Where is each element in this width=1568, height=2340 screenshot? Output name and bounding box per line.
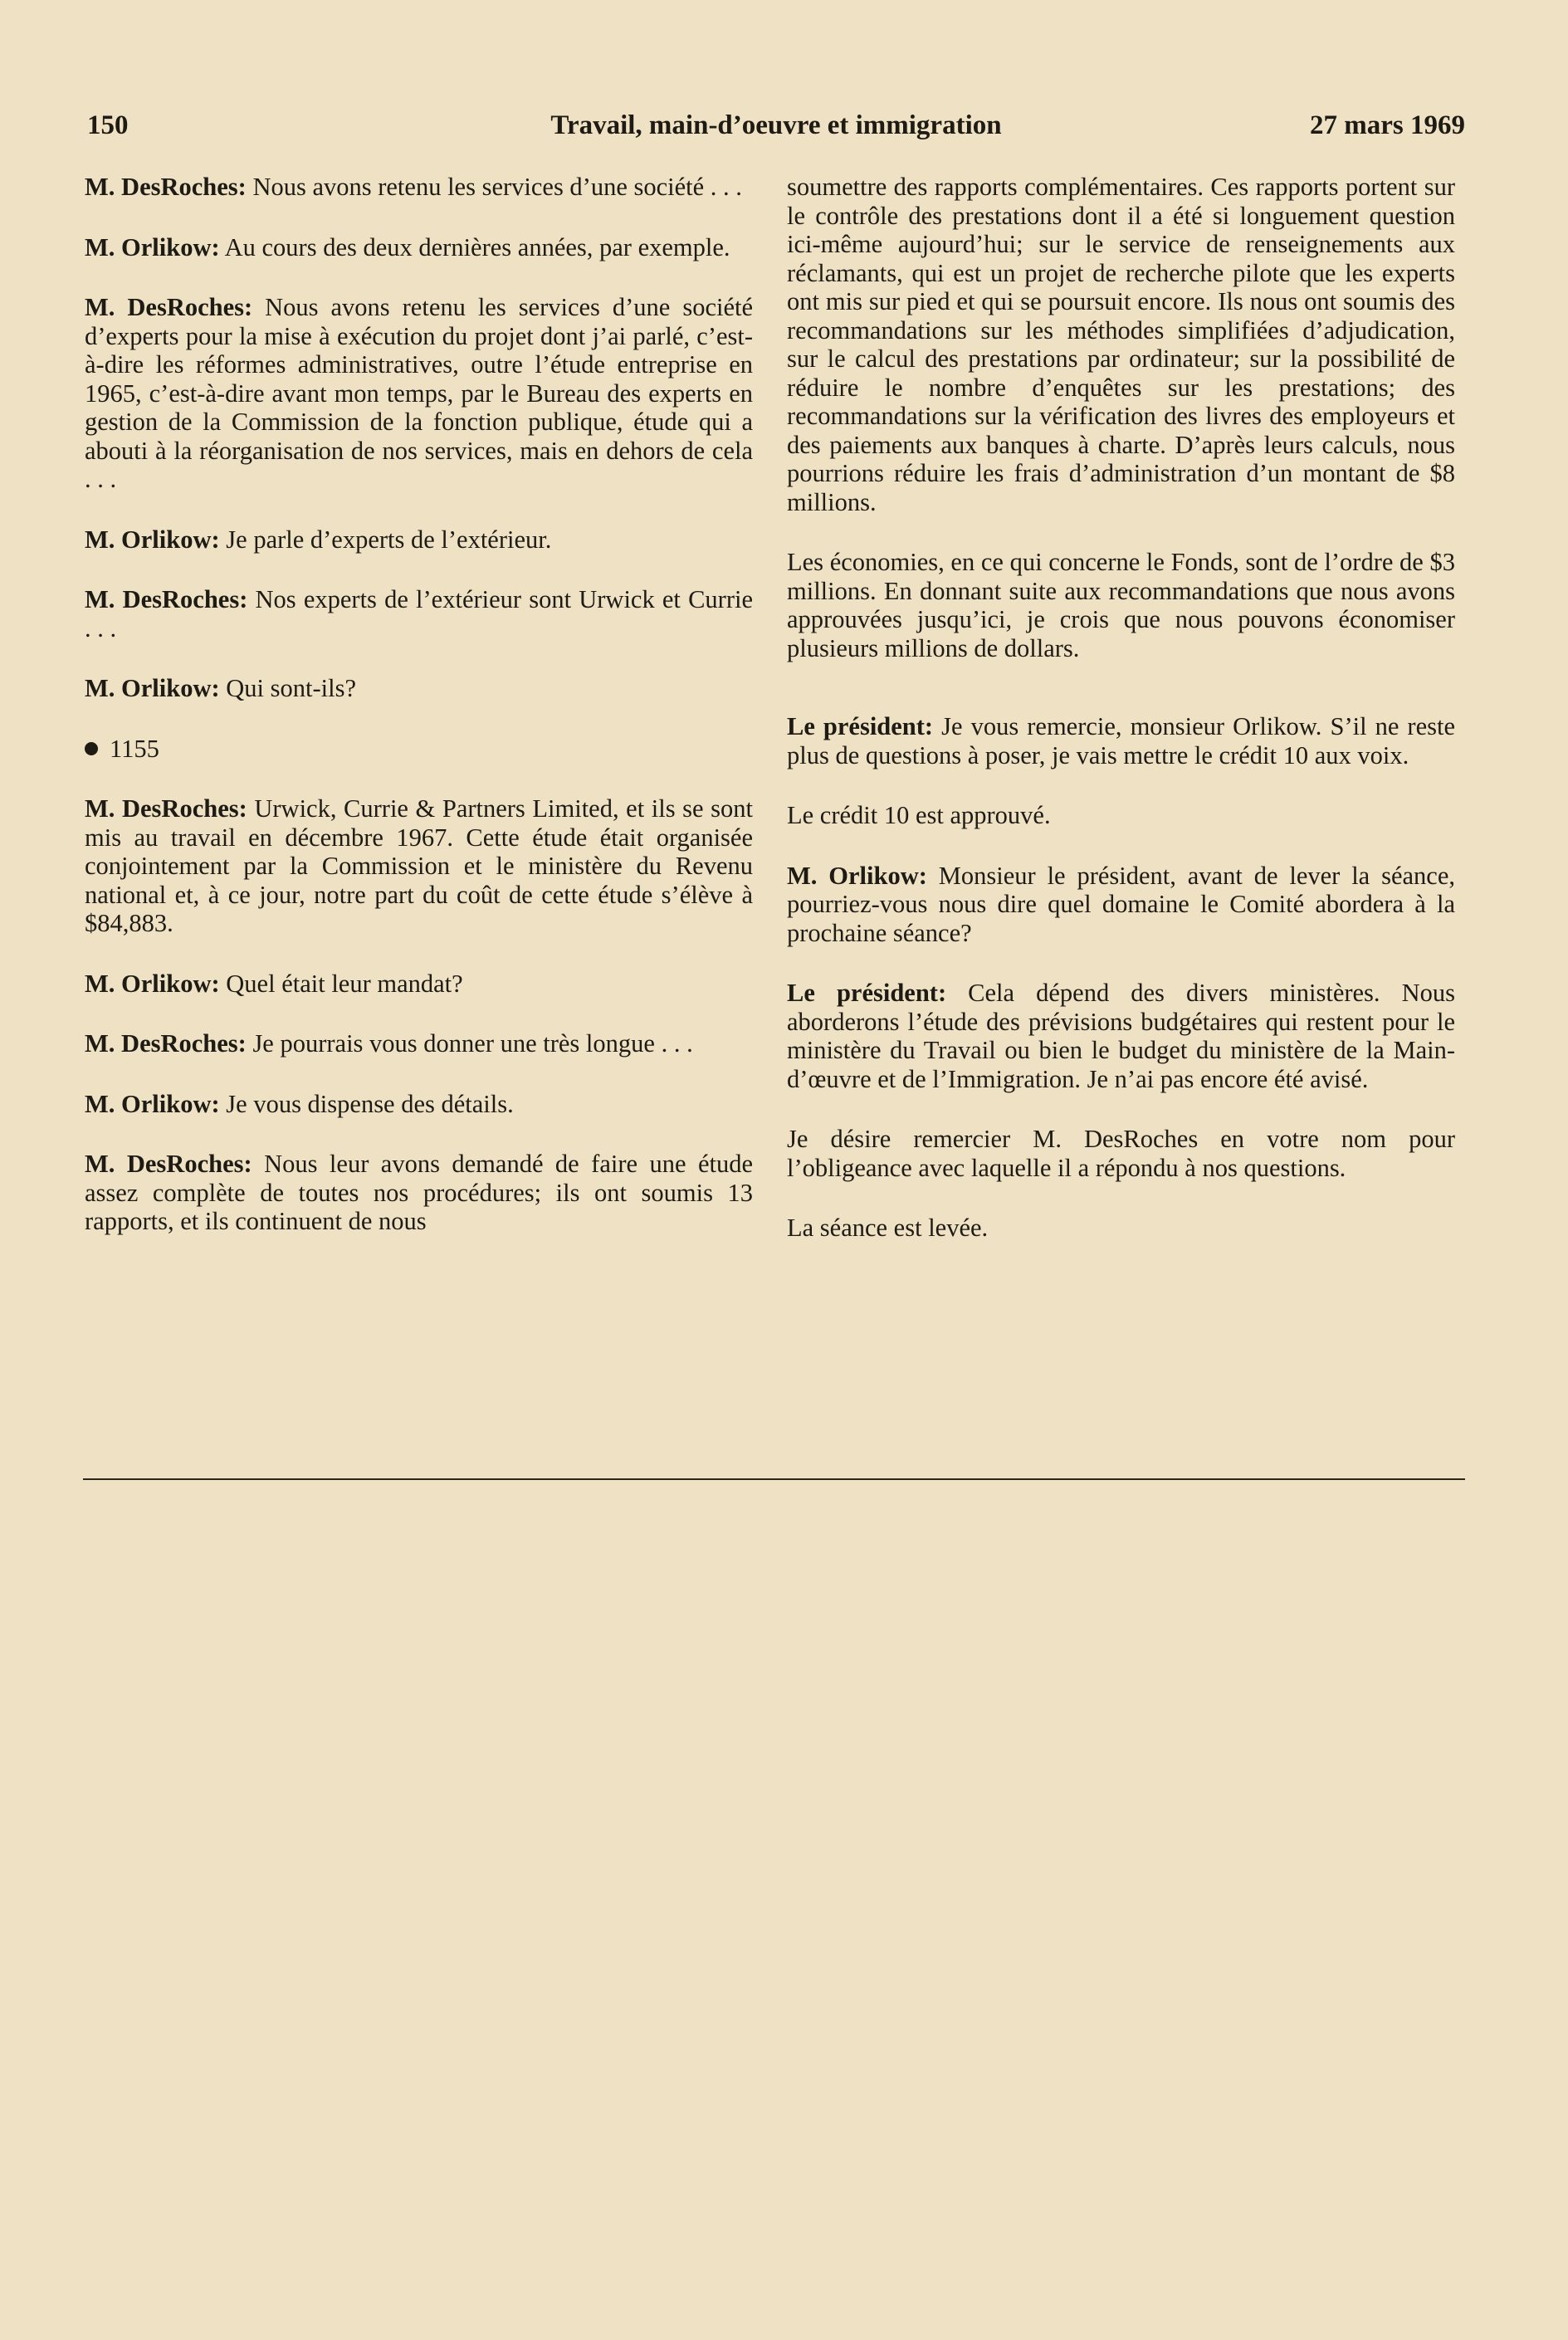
paragraph-text: Nous avons retenu les services d’une société . . . bbox=[246, 173, 742, 201]
paragraph bbox=[787, 801, 1455, 830]
paragraph-text: Nous avons retenu les services d’une société d’experts pour la mise à exécution du projet dont j’ai parlé, c’est-à-dire les réformes administratives, outre l’étude entreprise en 1965, c’est-à-dire avant mon temps, par le Bureau des experts en gestion de la Commission de la fonction publique, étude qui a abouti à la réorganisation de nos services, mais en dehors de cela . . . bbox=[85, 293, 754, 493]
paragraph-text: Je parle d’experts de l’extérieur. bbox=[219, 525, 552, 554]
speaker-name: M. Orlikow: bbox=[787, 861, 927, 890]
right-column bbox=[787, 173, 1455, 1274]
paragraph-text: Cela dépend des divers ministères. Nous aborderons l’étude des prévisions budgétaires qui restent pour le ministère du Travail ou bien le budget du ministère de la Main-d’œuvre et de l’Immigration. Je n’ai pas encore été avisé. bbox=[787, 979, 1456, 1093]
paragraph-text: Qui sont-ils? bbox=[219, 674, 357, 702]
paragraph-text: Au cours des deux dernières années, par exemple. bbox=[219, 232, 730, 261]
speaker-name: M. DesRoches: bbox=[85, 1029, 247, 1058]
paragraph bbox=[85, 173, 753, 202]
paragraph-text: Je vous remercie, monsieur Orlikow. S’il ne reste plus de questions à poser, je vais mettre le crédit 10 aux voix. bbox=[787, 712, 1455, 769]
page-number: 150 bbox=[87, 110, 129, 140]
speaker-name: M. DesRoches: bbox=[85, 1150, 252, 1178]
speaker-name: Le président: bbox=[787, 712, 934, 740]
paragraph-text: Je vous dispense des détails. bbox=[219, 1089, 514, 1118]
time-stamp-text: 1155 bbox=[110, 734, 159, 763]
paragraph bbox=[85, 293, 753, 494]
paragraph-text: Les économies, en ce qui concerne le Fonds, sont de l’ordre de $3 millions. En donnant suite aux recommandations que nous avons approuvées jusqu’ici, je crois que nous pouvons économiser plusieurs millions de dollars. bbox=[787, 548, 1455, 662]
speaker-name: M. DesRoches: bbox=[85, 293, 253, 321]
paragraph bbox=[85, 970, 753, 999]
paragraph bbox=[787, 1125, 1455, 1182]
speaker-name: M. DesRoches: bbox=[85, 794, 247, 823]
paragraph bbox=[85, 794, 753, 938]
paragraph-text: La séance est levée. bbox=[787, 1214, 989, 1242]
paragraph-text: Nos experts de l’extérieur sont Urwick et Currie . . . bbox=[85, 585, 753, 642]
speaker-name: M. Orlikow: bbox=[85, 1089, 220, 1118]
paragraph bbox=[85, 1029, 753, 1058]
paragraph bbox=[787, 173, 1455, 516]
paragraph bbox=[787, 862, 1455, 948]
running-title: Travail, main-d’oeuvre et immigration bbox=[550, 110, 1002, 140]
paragraph-text: Je désire remercier M. DesRoches en votre nom pour l’obligeance avec laquelle il a répondu à nos questions. bbox=[787, 1125, 1455, 1182]
paragraph bbox=[85, 233, 753, 262]
paragraph bbox=[85, 585, 753, 642]
bullet-icon bbox=[85, 742, 98, 755]
speaker-name: M. DesRoches: bbox=[85, 585, 248, 613]
header-date: 27 mars 1969 bbox=[1310, 110, 1465, 140]
time-stamp bbox=[85, 735, 753, 764]
speaker-name: M. Orlikow: bbox=[85, 232, 220, 261]
end-rule bbox=[83, 1478, 1465, 1480]
paragraph-text: Monsieur le président, avant de lever la séance, pourriez-vous nous dire quel domaine le Comité abordera à la prochaine séance? bbox=[787, 861, 1455, 947]
paragraph-text: Urwick, Currie & Partners Limited, et ils se sont mis au travail en décembre 1967. Cette étude était organisée conjointement par la Commission et le ministère du Revenu national et, à ce jour, notre part du coût de cette étude s’élève à $84,883. bbox=[85, 794, 754, 937]
paragraph-text: soumettre des rapports complémentaires. Ces rapports portent sur le contrôle des prestations dont il a été si longuement question ici-même aujourd’hui; sur le service de renseignements aux réclamants, qui est un projet de recherche pilote que les experts ont mis sur pied et qui se poursuit encore. Ils nous ont soumis des recommandations sur les méthodes simplifiées d’adjudication, sur le calcul des prestations par ordinateur; sur la possibilité de réduire le nombre d’enquêtes sur les prestations; des recommandations sur la vérification des livres des employeurs et des paiements aux banques à charte. D’après leurs calculs, nous pourrions réduire les frais d’administration d’un montant de $8 millions. bbox=[787, 173, 1455, 516]
paragraph bbox=[85, 674, 753, 703]
paragraph bbox=[787, 979, 1455, 1093]
left-column bbox=[85, 173, 753, 1268]
paragraph-text: Quel était leur mandat? bbox=[219, 969, 463, 998]
speaker-name: M. Orlikow: bbox=[85, 525, 220, 554]
paragraph bbox=[85, 525, 753, 554]
paragraph bbox=[85, 1090, 753, 1119]
paragraph bbox=[787, 548, 1455, 662]
paragraph bbox=[787, 712, 1455, 769]
paragraph bbox=[787, 1214, 1455, 1243]
paragraph bbox=[85, 1150, 753, 1236]
paragraph-text: Nous leur avons demandé de faire une étude assez complète de toutes nos procédures; ils ont soumis 13 rapports, et ils continuent de nous bbox=[85, 1150, 754, 1235]
paragraph-text: Je pourrais vous donner une très longue . . . bbox=[246, 1029, 693, 1058]
speaker-name: M. DesRoches: bbox=[85, 173, 247, 201]
speaker-name: M. Orlikow: bbox=[85, 674, 220, 702]
speaker-name: M. Orlikow: bbox=[85, 969, 220, 998]
speaker-name: Le président: bbox=[787, 979, 947, 1007]
page-header bbox=[87, 110, 1465, 152]
paragraph-text: Le crédit 10 est approuvé. bbox=[787, 801, 1051, 829]
